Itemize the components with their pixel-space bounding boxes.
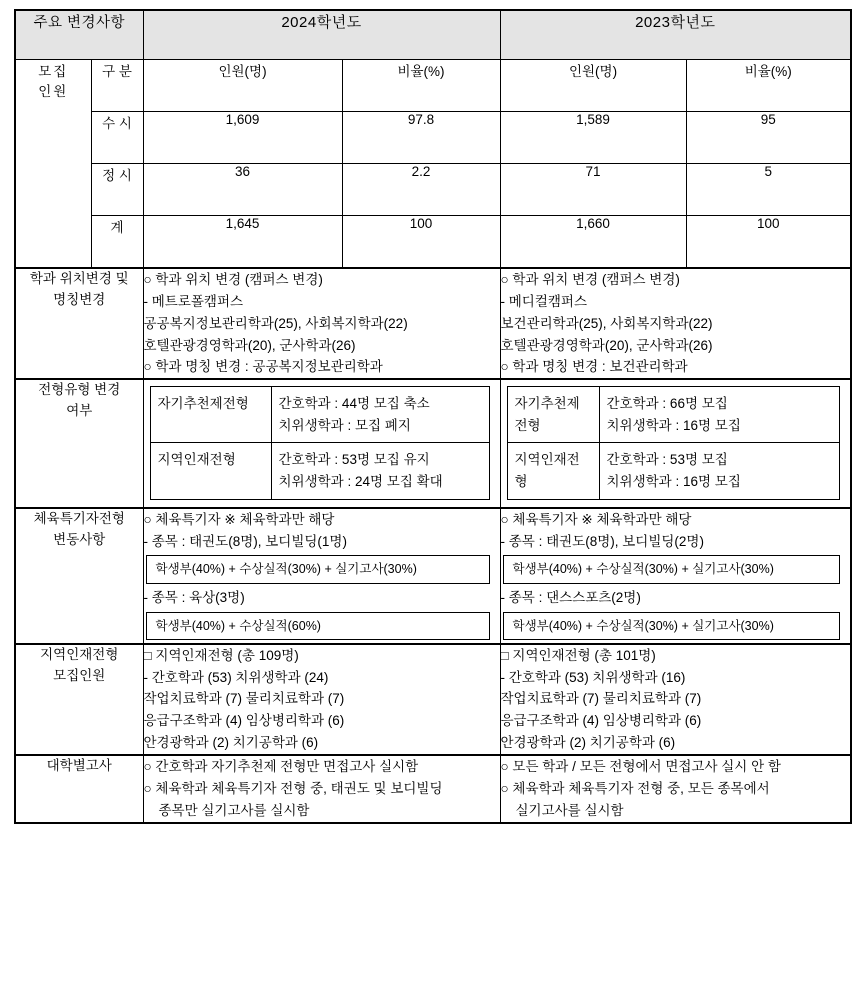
admission-type-2024-type-1: 지역인재전형 xyxy=(150,443,271,499)
admission-type-2024-type-0: 자기추천제전형 xyxy=(150,387,271,443)
regional-talent-2024-content xyxy=(143,644,500,755)
university-exam-label-text: 대학별고사 xyxy=(46,758,112,774)
section-sports-talent xyxy=(15,508,851,644)
sports-2023-line-1: ○ 체육특기자 ※ 체육학과만 해당 xyxy=(500,511,692,527)
exam-2023-line-1: ○ 모든 학과 / 모든 전형에서 면접고사 실시 안 함 xyxy=(500,759,781,775)
dept-change-2023-line-2: - 메디컬캠퍼스 xyxy=(500,293,588,309)
capacity-col-count-2023: 인원(명) xyxy=(500,60,686,112)
regional-2024-line-1: □ 지역인재전형 (총 109명) xyxy=(143,647,299,663)
admission-type-2023-detail-1-line-1: 간호학과 : 53명 모집 xyxy=(606,452,728,468)
table-row-total xyxy=(15,216,851,269)
exam-2024-line-1: ○ 간호학과 자기추천제 전형만 면접고사 실시함 xyxy=(143,759,419,775)
dept-change-2023-line-4: 호텔관광경영학과(20), 군사학과(26) xyxy=(500,337,713,353)
capacity-row-name-1: 정 시 xyxy=(91,164,143,216)
regional-2023-line-1: □ 지역인재전형 (총 101명) xyxy=(500,647,656,663)
dept-change-2023-line-3: 보건관리학과(25), 사회복지학과(22) xyxy=(500,315,713,331)
admission-type-2023-type-0: 자기추천제전형 xyxy=(507,387,599,443)
sports-2024-line-2: - 종목 : 태권도(8명), 보디빌딩(1명) xyxy=(143,533,347,549)
regional-talent-label xyxy=(15,644,143,755)
capacity-count-2023-1: 71 xyxy=(500,164,686,216)
capacity-ratio-2024-2: 100 xyxy=(342,216,500,269)
sports-talent-label-line-2: 변동사항 xyxy=(53,531,106,547)
section-university-exam xyxy=(15,755,851,823)
sports-2023-formula-box-1: 학생부(40%) + 수상실적(30%) + 실기고사(30%) xyxy=(503,555,841,583)
dept-change-2024-line-5: ○ 학과 명칭 변경 : 공공복지정보관리학과 xyxy=(143,359,383,375)
regional-2024-line-4: 응급구조학과 (4) 임상병리학과 (6) xyxy=(143,713,345,729)
table-row xyxy=(507,443,840,499)
regional-2023-line-3: 작업치료학과 (7) 물리치료학과 (7) xyxy=(500,691,702,707)
capacity-subheader-row xyxy=(15,60,851,112)
capacity-ratio-2024-1: 2.2 xyxy=(342,164,500,216)
dept-change-2023-content xyxy=(500,268,851,379)
dept-change-2024-line-4: 호텔관광경영학과(20), 군사학과(26) xyxy=(143,337,356,353)
admission-type-2024-detail-1 xyxy=(271,443,489,499)
admissions-comparison-table xyxy=(14,9,852,824)
admission-type-2024-detail-0-line-1: 간호학과 : 44명 모집 축소 xyxy=(278,396,430,412)
sports-talent-2023-content xyxy=(500,508,851,644)
capacity-section-label xyxy=(15,60,91,269)
dept-change-2024-line-3: 공공복지정보관리학과(25), 사회복지학과(22) xyxy=(143,315,408,331)
capacity-ratio-2024-0: 97.8 xyxy=(342,112,500,164)
capacity-col-ratio-2024: 비율(%) xyxy=(342,60,500,112)
exam-2024-line-2: ○ 체육학과 체육특기자 전형 중, 태권도 및 보디빌딩 xyxy=(143,780,443,796)
sports-2024-line-1: ○ 체육특기자 ※ 체육학과만 해당 xyxy=(143,511,335,527)
admission-type-2023-type-1: 지역인재전형 xyxy=(507,443,599,499)
regional-talent-2023-content xyxy=(500,644,851,755)
table-row xyxy=(150,443,489,499)
university-exam-2024-content xyxy=(143,755,500,823)
table-row-jeongsi xyxy=(15,164,851,216)
capacity-col-count-2024: 인원(명) xyxy=(143,60,342,112)
regional-2024-line-5: 안경광학과 (2) 치기공학과 (6) xyxy=(143,735,319,751)
regional-talent-label-line-2: 모집인원 xyxy=(53,667,106,683)
capacity-row-name-0: 수 시 xyxy=(91,112,143,164)
regional-2024-line-3: 작업치료학과 (7) 물리치료학과 (7) xyxy=(143,691,345,707)
sports-2023-line-3: - 종목 : 댄스스포츠(2명) xyxy=(500,589,641,605)
capacity-ratio-2023-2: 100 xyxy=(686,216,851,269)
table-row-susi xyxy=(15,112,851,164)
header-year-2024: 2024학년도 xyxy=(143,10,500,60)
capacity-count-2024-1: 36 xyxy=(143,164,342,216)
dept-change-2024-line-1: ○ 학과 위치 변경 (캠퍼스 변경) xyxy=(143,272,323,287)
admission-type-2024-table xyxy=(150,386,490,499)
header-year-2023: 2023학년도 xyxy=(500,10,851,60)
capacity-col-ratio-2023: 비율(%) xyxy=(686,60,851,112)
regional-2023-line-4: 응급구조학과 (4) 임상병리학과 (6) xyxy=(500,713,702,729)
admission-type-2024-detail-0 xyxy=(271,387,489,443)
admission-type-2023-detail-0 xyxy=(599,387,840,443)
sports-talent-label-line-1: 체육특기자전형 xyxy=(33,510,125,526)
capacity-col-division: 구 분 xyxy=(91,60,143,112)
university-exam-label xyxy=(15,755,143,823)
regional-2023-line-5: 안경광학과 (2) 치기공학과 (6) xyxy=(500,735,676,751)
sports-2024-formula-box-2: 학생부(40%) + 수상실적(60%) xyxy=(146,612,490,640)
capacity-count-2024-2: 1,645 xyxy=(143,216,342,269)
capacity-ratio-2023-1: 5 xyxy=(686,164,851,216)
admission-type-label-line-2: 여부 xyxy=(66,403,93,419)
admission-type-2023-table xyxy=(507,386,841,499)
dept-change-label xyxy=(15,268,143,379)
admission-type-label xyxy=(15,379,143,507)
table-row xyxy=(150,387,489,443)
capacity-label-line-1: 모집 xyxy=(38,64,69,79)
dept-change-2023-line-5: ○ 학과 명칭 변경 : 보건관리학과 xyxy=(500,359,688,375)
header-main-change: 주요 변경사항 xyxy=(15,10,143,60)
dept-change-label-line-1: 학과 위치변경 및 xyxy=(29,271,129,286)
regional-2023-line-2: - 간호학과 (53) 치위생학과 (16) xyxy=(500,669,686,685)
section-admission-type xyxy=(15,379,851,507)
admission-type-2023-detail-1 xyxy=(599,443,840,499)
sports-2023-line-2: - 종목 : 태권도(8명), 보디빌딩(2명) xyxy=(500,533,704,549)
university-exam-2023-content xyxy=(500,755,851,823)
admission-type-2023-detail-0-line-1: 간호학과 : 66명 모집 xyxy=(606,396,728,412)
exam-2023-line-3: 실기고사를 실시함 xyxy=(515,802,624,818)
capacity-count-2023-0: 1,589 xyxy=(500,112,686,164)
dept-change-2024-line-2: - 메트로폴캠퍼스 xyxy=(143,293,244,309)
sports-2024-formula-box-1: 학생부(40%) + 수상실적(30%) + 실기고사(30%) xyxy=(146,555,490,583)
table-row xyxy=(507,387,840,443)
exam-2023-line-2: ○ 체육학과 체육특기자 전형 중, 모든 종목에서 xyxy=(500,780,770,796)
admission-type-2023-detail-0-line-2: 치위생학과 : 16명 모집 xyxy=(606,417,741,433)
capacity-count-2023-2: 1,660 xyxy=(500,216,686,269)
sports-talent-2024-content xyxy=(143,508,500,644)
admission-type-2023-detail-1-line-2: 치위생학과 : 16명 모집 xyxy=(606,474,741,490)
capacity-row-name-2: 계 xyxy=(91,216,143,269)
admission-type-2024-content xyxy=(143,379,500,507)
capacity-label-line-2: 인원 xyxy=(38,84,69,99)
admission-type-2023-content xyxy=(500,379,851,507)
admission-type-2024-detail-1-line-1: 간호학과 : 53명 모집 유지 xyxy=(278,452,430,468)
sports-2024-line-3: - 종목 : 육상(3명) xyxy=(143,589,245,605)
table-header-row xyxy=(15,10,851,60)
regional-2024-line-2: - 간호학과 (53) 치위생학과 (24) xyxy=(143,669,329,685)
sports-2023-formula-box-2: 학생부(40%) + 수상실적(30%) + 실기고사(30%) xyxy=(503,612,841,640)
admission-type-label-line-1: 전형유형 변경 xyxy=(38,382,121,398)
capacity-ratio-2023-0: 95 xyxy=(686,112,851,164)
dept-change-2023-line-1: ○ 학과 위치 변경 (캠퍼스 변경) xyxy=(500,272,680,287)
capacity-count-2024-0: 1,609 xyxy=(143,112,342,164)
dept-change-label-line-2: 명칭변경 xyxy=(53,291,106,307)
exam-2024-line-3: 종목만 실기고사를 실시함 xyxy=(158,802,310,818)
admission-type-2024-detail-1-line-2: 치위생학과 : 24명 모집 확대 xyxy=(278,474,443,490)
sports-talent-label xyxy=(15,508,143,644)
regional-talent-label-line-1: 지역인재전형 xyxy=(40,646,119,662)
dept-change-2024-content xyxy=(143,268,500,379)
admission-type-2024-detail-0-line-2: 치위생학과 : 모집 폐지 xyxy=(278,417,411,433)
section-dept-change xyxy=(15,268,851,379)
section-regional-talent xyxy=(15,644,851,755)
